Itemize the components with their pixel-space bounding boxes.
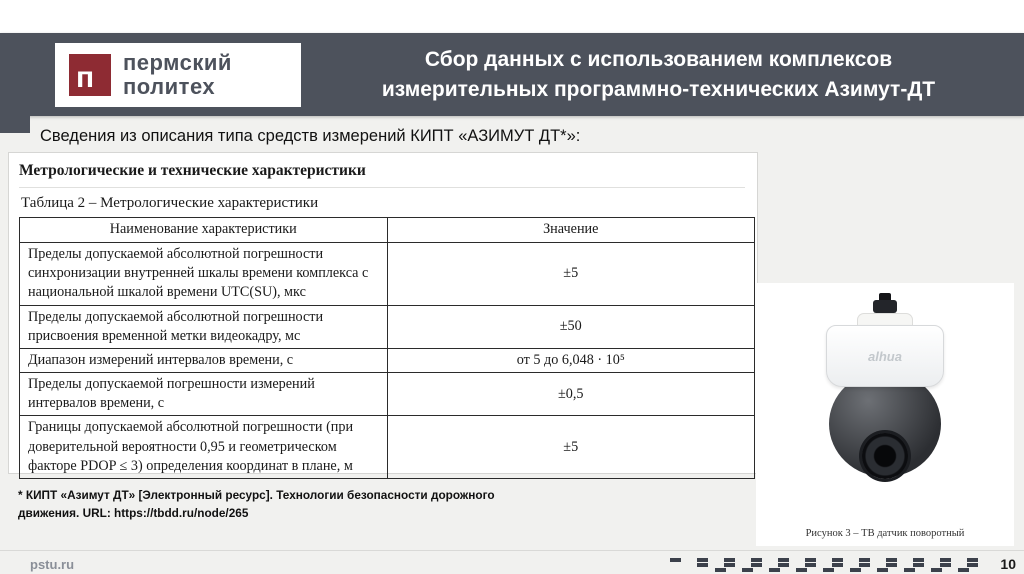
dash-row xyxy=(710,568,980,572)
footer-dash-decoration xyxy=(670,558,980,574)
footnote-line1: * КИПТ «Азимут ДТ» [Электронный ресурс]. Технологии безопасности дорожного xyxy=(18,488,495,502)
footer-site-url: pstu.ru xyxy=(30,557,75,572)
footnote-line2: движения. URL: https://tbdd.ru/node/265 xyxy=(18,506,249,521)
document-excerpt-panel xyxy=(8,152,758,474)
table-row xyxy=(20,416,755,479)
table-row xyxy=(20,373,755,416)
slide-title-line1: Сбор данных с использованием комплексов xyxy=(424,48,893,72)
slide-header xyxy=(0,33,1024,116)
camera-lens xyxy=(862,433,908,479)
dash-row xyxy=(670,558,980,562)
ptz-camera-image xyxy=(810,293,960,505)
page-number: 10 xyxy=(1000,556,1016,572)
camera-body xyxy=(826,325,944,387)
table-body xyxy=(20,243,755,479)
logo-icon: п xyxy=(69,54,111,96)
characteristic-name: Пределы допускаемой погрешности измерений интервалов времени, с xyxy=(20,373,388,416)
camera-mount-cap xyxy=(879,293,891,300)
characteristic-value: ±0,5 xyxy=(387,373,755,416)
characteristic-name: Границы допускаемой абсолютной погрешности (при доверительной вероятности 0,95 и геометрическом факторе PDOP ≤ 3) определения координат в плане, м xyxy=(20,416,388,479)
metrology-table xyxy=(19,217,755,479)
column-header-name: Наименование характеристики xyxy=(20,218,388,243)
characteristic-value: ±5 xyxy=(387,243,755,306)
camera-mount xyxy=(873,300,897,313)
logo-text xyxy=(123,51,232,97)
document-heading: Метрологические и технические характеристики xyxy=(19,162,745,188)
figure-panel xyxy=(756,283,1014,546)
dash-row xyxy=(684,563,980,567)
characteristic-name: Пределы допускаемой абсолютной погрешности присвоения временной метки видеокадру, мс xyxy=(20,305,388,348)
header-left-tab xyxy=(0,116,30,133)
table-header xyxy=(20,218,755,243)
camera-brand-label: alhua xyxy=(868,348,902,364)
table-caption: Таблица 2 – Метрологические характеристики xyxy=(21,195,319,211)
footer-divider xyxy=(0,550,1024,551)
characteristic-value: ±50 xyxy=(387,305,755,348)
camera-neck xyxy=(857,313,913,325)
logo-line2: политех xyxy=(123,73,216,99)
column-header-value: Значение xyxy=(387,218,755,243)
top-strip xyxy=(0,0,1024,33)
characteristic-value: от 5 до 6,048 · 10⁵ xyxy=(387,348,755,372)
table-row xyxy=(20,305,755,348)
university-logo xyxy=(55,43,301,107)
slide-title-line2: измерительных программно-технических Азимут-ДТ xyxy=(381,77,936,101)
characteristic-name: Диапазон измерений интервалов времени, с xyxy=(20,348,388,372)
footnote xyxy=(18,486,638,523)
figure-caption: Рисунок 3 – ТВ датчик поворотный xyxy=(805,528,965,539)
characteristic-value: ±5 xyxy=(387,416,755,479)
logo-line1: пермский xyxy=(123,50,232,76)
slide-subtitle: Сведения из описания типа средств измерений КИПТ «АЗИМУТ ДТ*»: xyxy=(40,127,581,145)
slide-title xyxy=(301,45,1024,104)
characteristic-name: Пределы допускаемой абсолютной погрешности синхронизации внутренней шкалы времени комплекса с национальной шкалой времени UTC(SU), мкс xyxy=(20,243,388,306)
table-row xyxy=(20,243,755,306)
table-row xyxy=(20,348,755,372)
